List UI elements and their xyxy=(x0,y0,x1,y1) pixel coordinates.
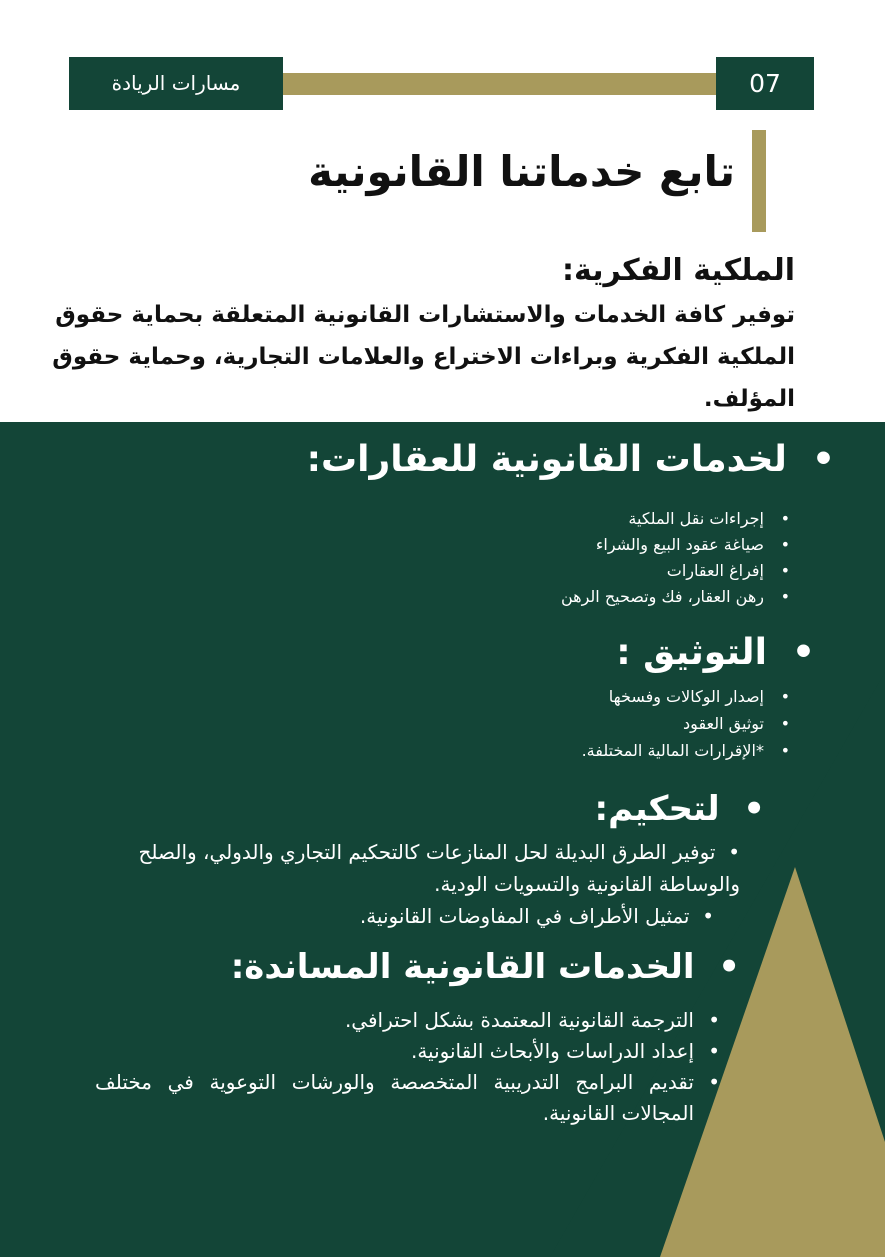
support-services-heading-text: الخدمات القانونية المساندة: xyxy=(230,947,695,987)
heading-bullet: • xyxy=(719,789,765,829)
list-item: • إفراغ العقارات xyxy=(561,558,790,584)
arbitration-item-1: توفير الطرق البديلة لحل المنازعات كالتحكيم التجاري والدولي، والصلح والوساطة القانونية والتسويات الودية. xyxy=(138,840,740,896)
arbitration-heading xyxy=(595,784,765,834)
list-item: • *الإقرارات المالية المختلفة. xyxy=(582,737,790,764)
page-number: 07 xyxy=(716,57,814,110)
list-item: • إصدار الوكالات وفسخها xyxy=(582,683,790,710)
real-estate-heading xyxy=(307,430,835,490)
arbitration-item xyxy=(90,900,740,932)
support-services-list xyxy=(95,1005,720,1129)
heading-bullet: • xyxy=(694,947,740,987)
notarization-list xyxy=(582,683,790,764)
list-item: • تقديم البرامج التدريبية المتخصصة والورشات التوعوية في مختلف المجالات القانونية. xyxy=(95,1067,720,1129)
list-item: • صياغة عقود البيع والشراء xyxy=(561,532,790,558)
heading-bullet: • xyxy=(786,439,835,480)
arbitration-heading-text: لتحكيم: xyxy=(594,789,720,829)
support-services-heading xyxy=(231,940,740,994)
arbitration-item xyxy=(90,836,740,900)
list-item: • الترجمة القانونية المعتمدة بشكل احترافي. xyxy=(95,1005,720,1036)
ip-heading: الملكية الفكرية: xyxy=(562,253,795,288)
arbitration-body xyxy=(90,836,740,932)
real-estate-list xyxy=(561,506,790,610)
list-item: • توثيق العقود xyxy=(582,710,790,737)
notarization-heading-text: التوثيق : xyxy=(616,632,767,673)
ip-text: توفير كافة الخدمات والاستشارات القانونية المتعلقة بحماية حقوق الملكية الفكرية وبراءات الاختراع والعلامات التجارية، وحماية حقوق المؤلف. xyxy=(52,302,795,412)
title-accent-bar xyxy=(752,130,766,232)
list-item: • رهن العقار، فك وتصحيح الرهن xyxy=(561,584,790,610)
item-bullet: • xyxy=(689,904,714,928)
heading-bullet: • xyxy=(766,632,815,673)
brand-label: مسارات الريادة xyxy=(69,57,283,110)
arbitration-item-2: تمثيل الأطراف في المفاوضات القانونية. xyxy=(359,904,690,928)
list-item: • إجراءات نقل الملكية xyxy=(561,506,790,532)
item-bullet: • xyxy=(715,840,740,864)
page-title: تابع خدماتنا القانونية xyxy=(308,147,735,196)
header-rule xyxy=(283,73,719,95)
list-item: • إعداد الدراسات والأبحاث القانونية. xyxy=(95,1036,720,1067)
notarization-heading xyxy=(616,625,815,681)
real-estate-heading-text: لخدمات القانونية للعقارات: xyxy=(306,439,787,480)
